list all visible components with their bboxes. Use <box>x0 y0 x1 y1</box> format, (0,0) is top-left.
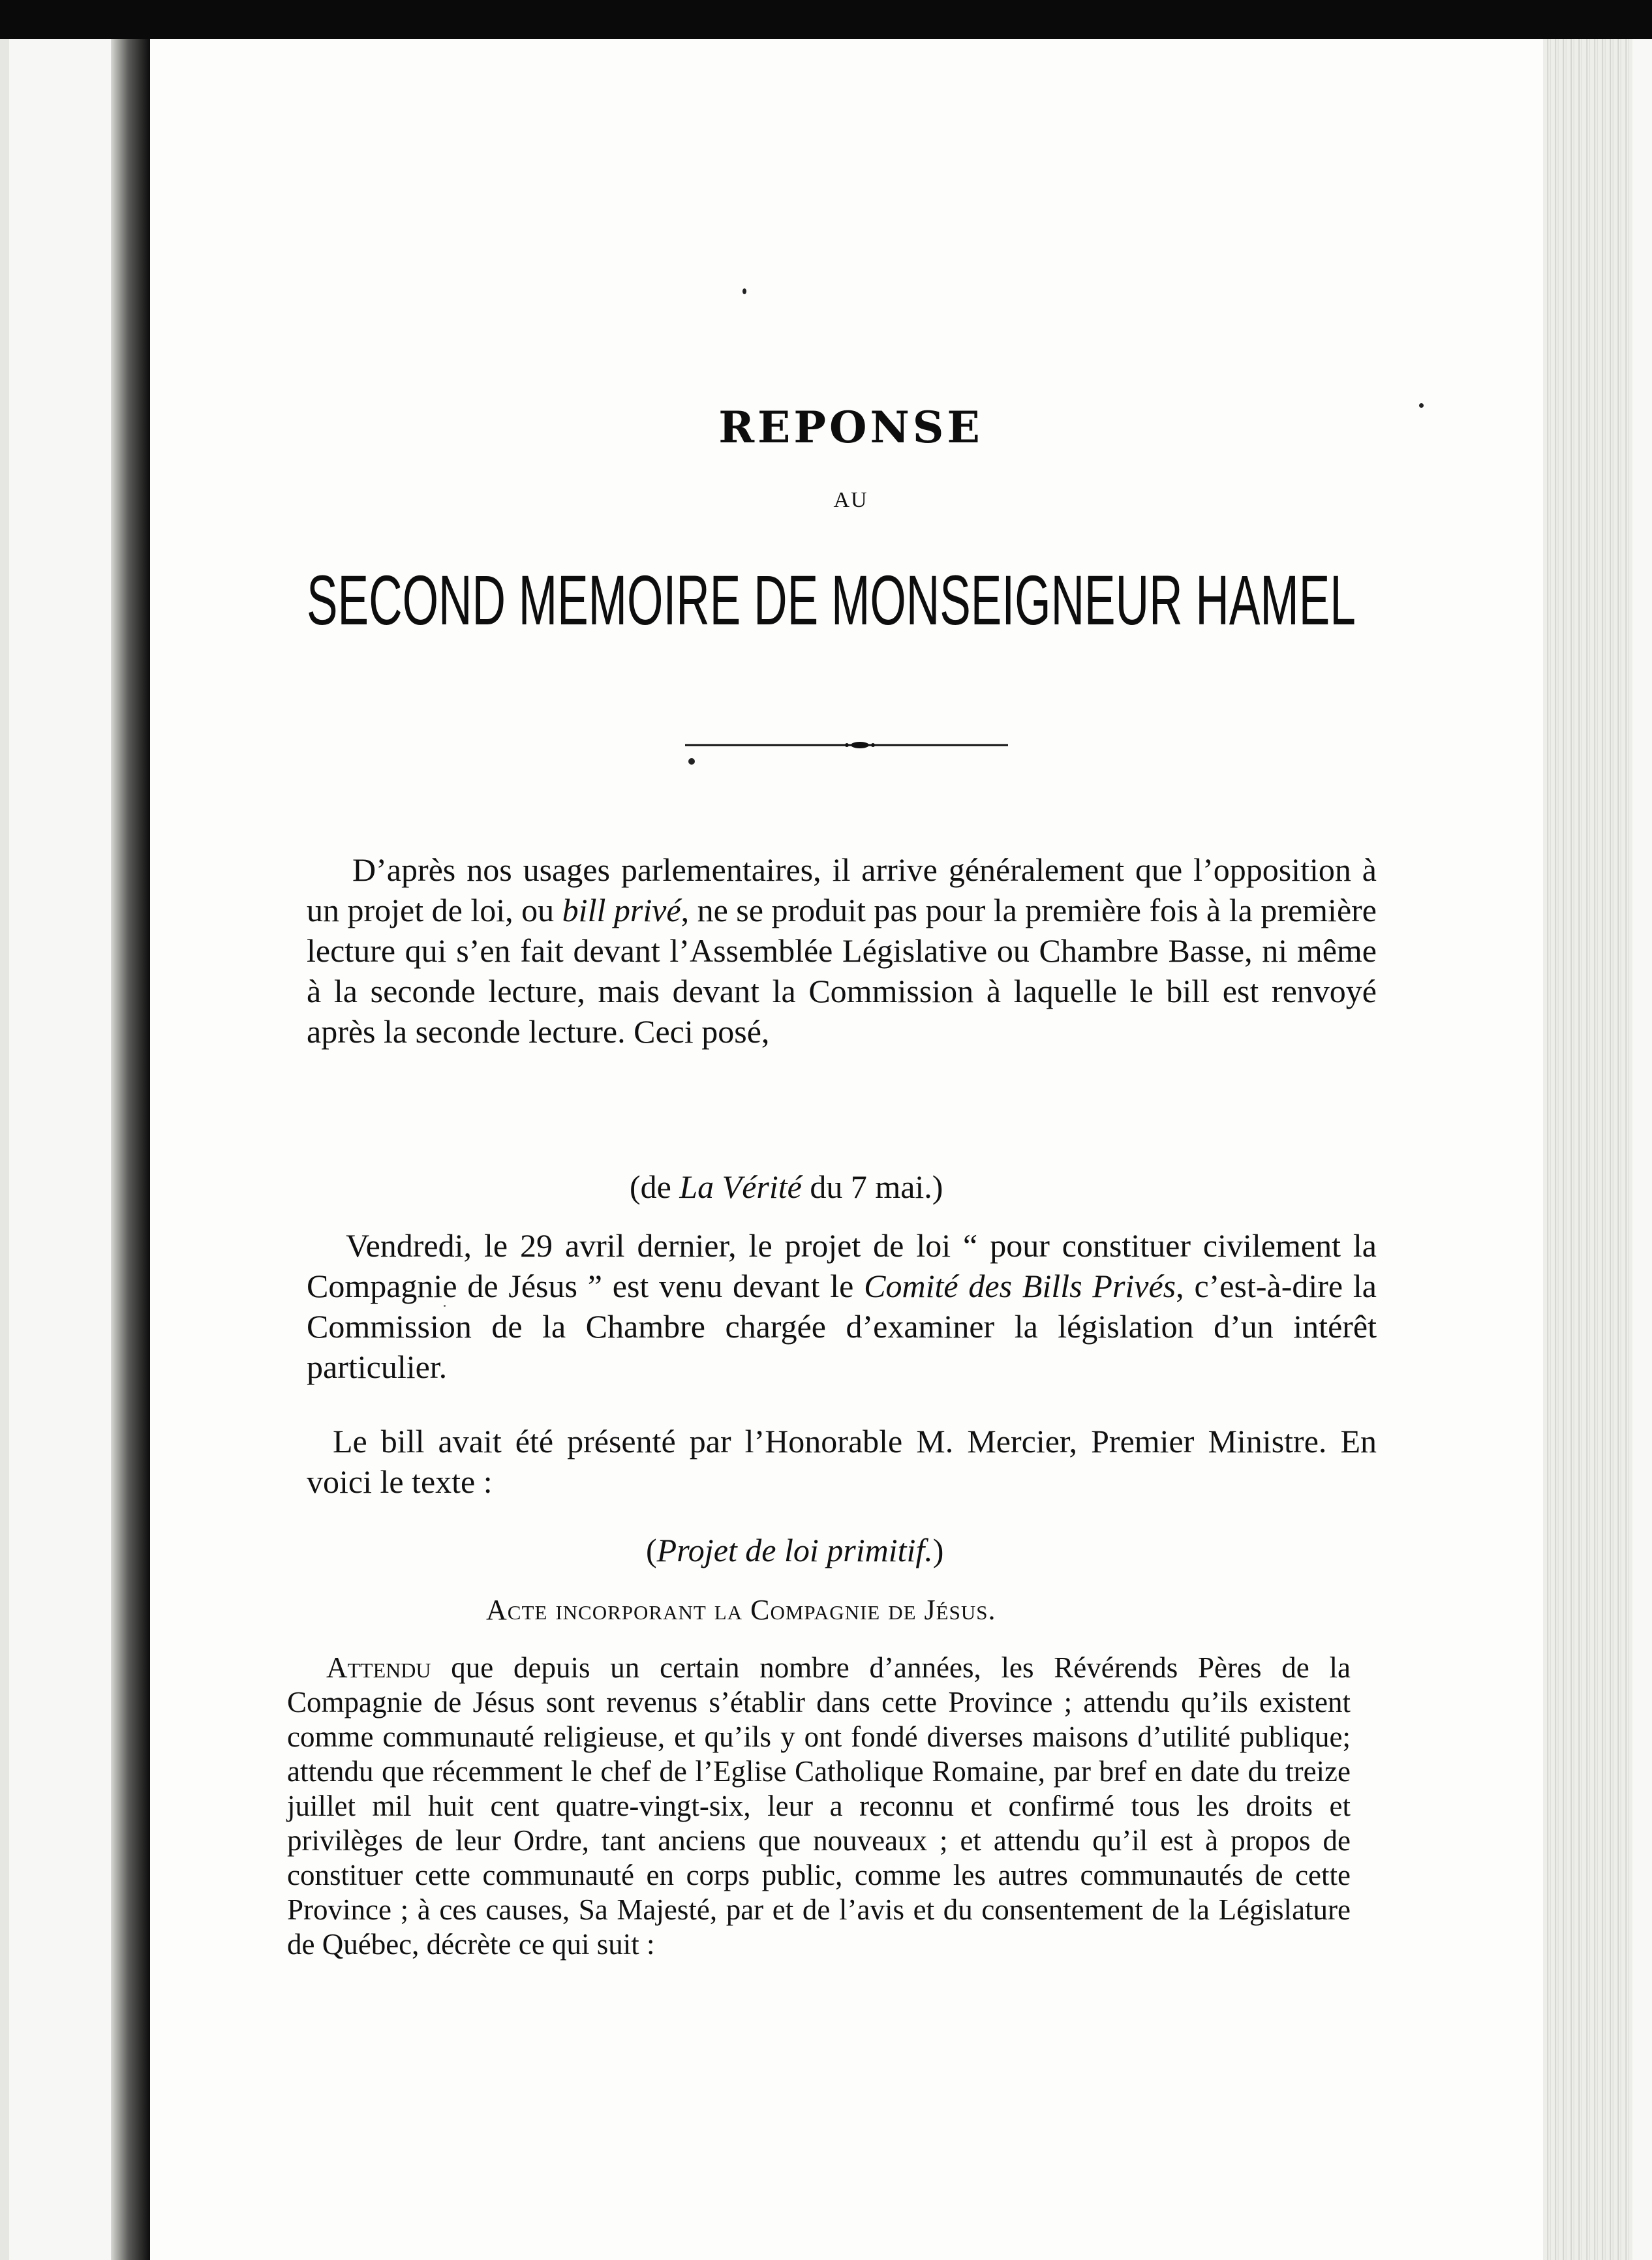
act-body <box>287 1651 1351 1962</box>
scan-speck <box>742 288 746 294</box>
act-body-text: que depuis un certain nombre d’années, les Révérends Pères de la Compagnie de Jésus sont revenus s’établir dans cette Province ; attendu qu’ils existent comme communauté religieuse, et qu’ils y ont fondé diverses maisons d’utilité publique; attendu que récemment le chef de l’Eglise Catholique Romaine, par bref en date du treize juillet mil huit cent quatre-vingt-six, leur a reconnu et confirmé tous les droits et privilèges de leur Ordre, tant anciens que nouveaux ; et attendu qu’il est à propos de constituer cette communauté en corps public, comme les autres communautés de cette Province ; à ces causes, Sa Majesté, par et de l’avis et du consentement de la Législature de Québec, décrète ce qui suit : <box>287 1651 1351 1961</box>
scan-speck <box>1419 403 1424 408</box>
title-connector: AU <box>833 488 868 512</box>
citation-source: La Vérité <box>679 1168 802 1205</box>
draft-note-text: Projet de loi primitif. <box>656 1532 933 1568</box>
paragraph-1-text: D’après nos usages parlementaires, il arrive généralement que l’opposition à un projet de loi, ou <box>307 851 1377 928</box>
citation-suffix: du 7 mai.) <box>801 1168 943 1205</box>
paragraph-2-italic: Comité des Bills Privés <box>864 1268 1176 1304</box>
paragraph-2-text-end: , c’est-à-dire la Commission de la Chambre chargée d’examiner la législation d’un intérêt particulier. <box>307 1268 1377 1385</box>
paragraph-1-italic: bill privé <box>562 892 681 928</box>
page-edges <box>1543 39 1652 2260</box>
paragraph-1-text-end: , ne se produit pas pour la première fois à la première lecture qui s’en fait devant l’Assemblée Législative ou Chambre Basse, ni même à la seconde lecture, mais devant la Commission à laquelle le bill est renvoyé après la seconde lecture. Ceci posé, <box>307 892 1377 1050</box>
facing-page-edge <box>0 39 9 2260</box>
draft-note-open: ( <box>646 1532 657 1568</box>
book-spine-shadow <box>111 39 150 2260</box>
act-body-lead: Attendu <box>326 1651 431 1684</box>
citation <box>630 1167 1073 1207</box>
page-title: REPONSE <box>718 402 983 453</box>
decorative-rule <box>685 737 1008 753</box>
paragraph-2 <box>307 1225 1377 1387</box>
citation-prefix: (de <box>630 1168 680 1205</box>
scan-top-border <box>0 0 1652 39</box>
paragraph-1 <box>307 849 1377 1052</box>
draft-note <box>646 1530 1011 1570</box>
page-subtitle: SECOND MEMOIRE DE MONSEIGNEUR HAMEL <box>307 560 1356 639</box>
paragraph-2-text: Vendredi, le 29 avril dernier, le projet de loi “ pour constituer civilement la Compagnie de Jésus ” est venu devant le <box>307 1227 1377 1304</box>
act-title: Acte incorporant la Compagnie de Jésus. <box>486 1594 996 1626</box>
scan-speck <box>688 758 695 765</box>
paragraph-3: Le bill avait été présenté par l’Honorable M. Mercier, Premier Ministre. En voici le texte : <box>307 1423 1377 1500</box>
draft-note-close: ) <box>932 1532 944 1568</box>
